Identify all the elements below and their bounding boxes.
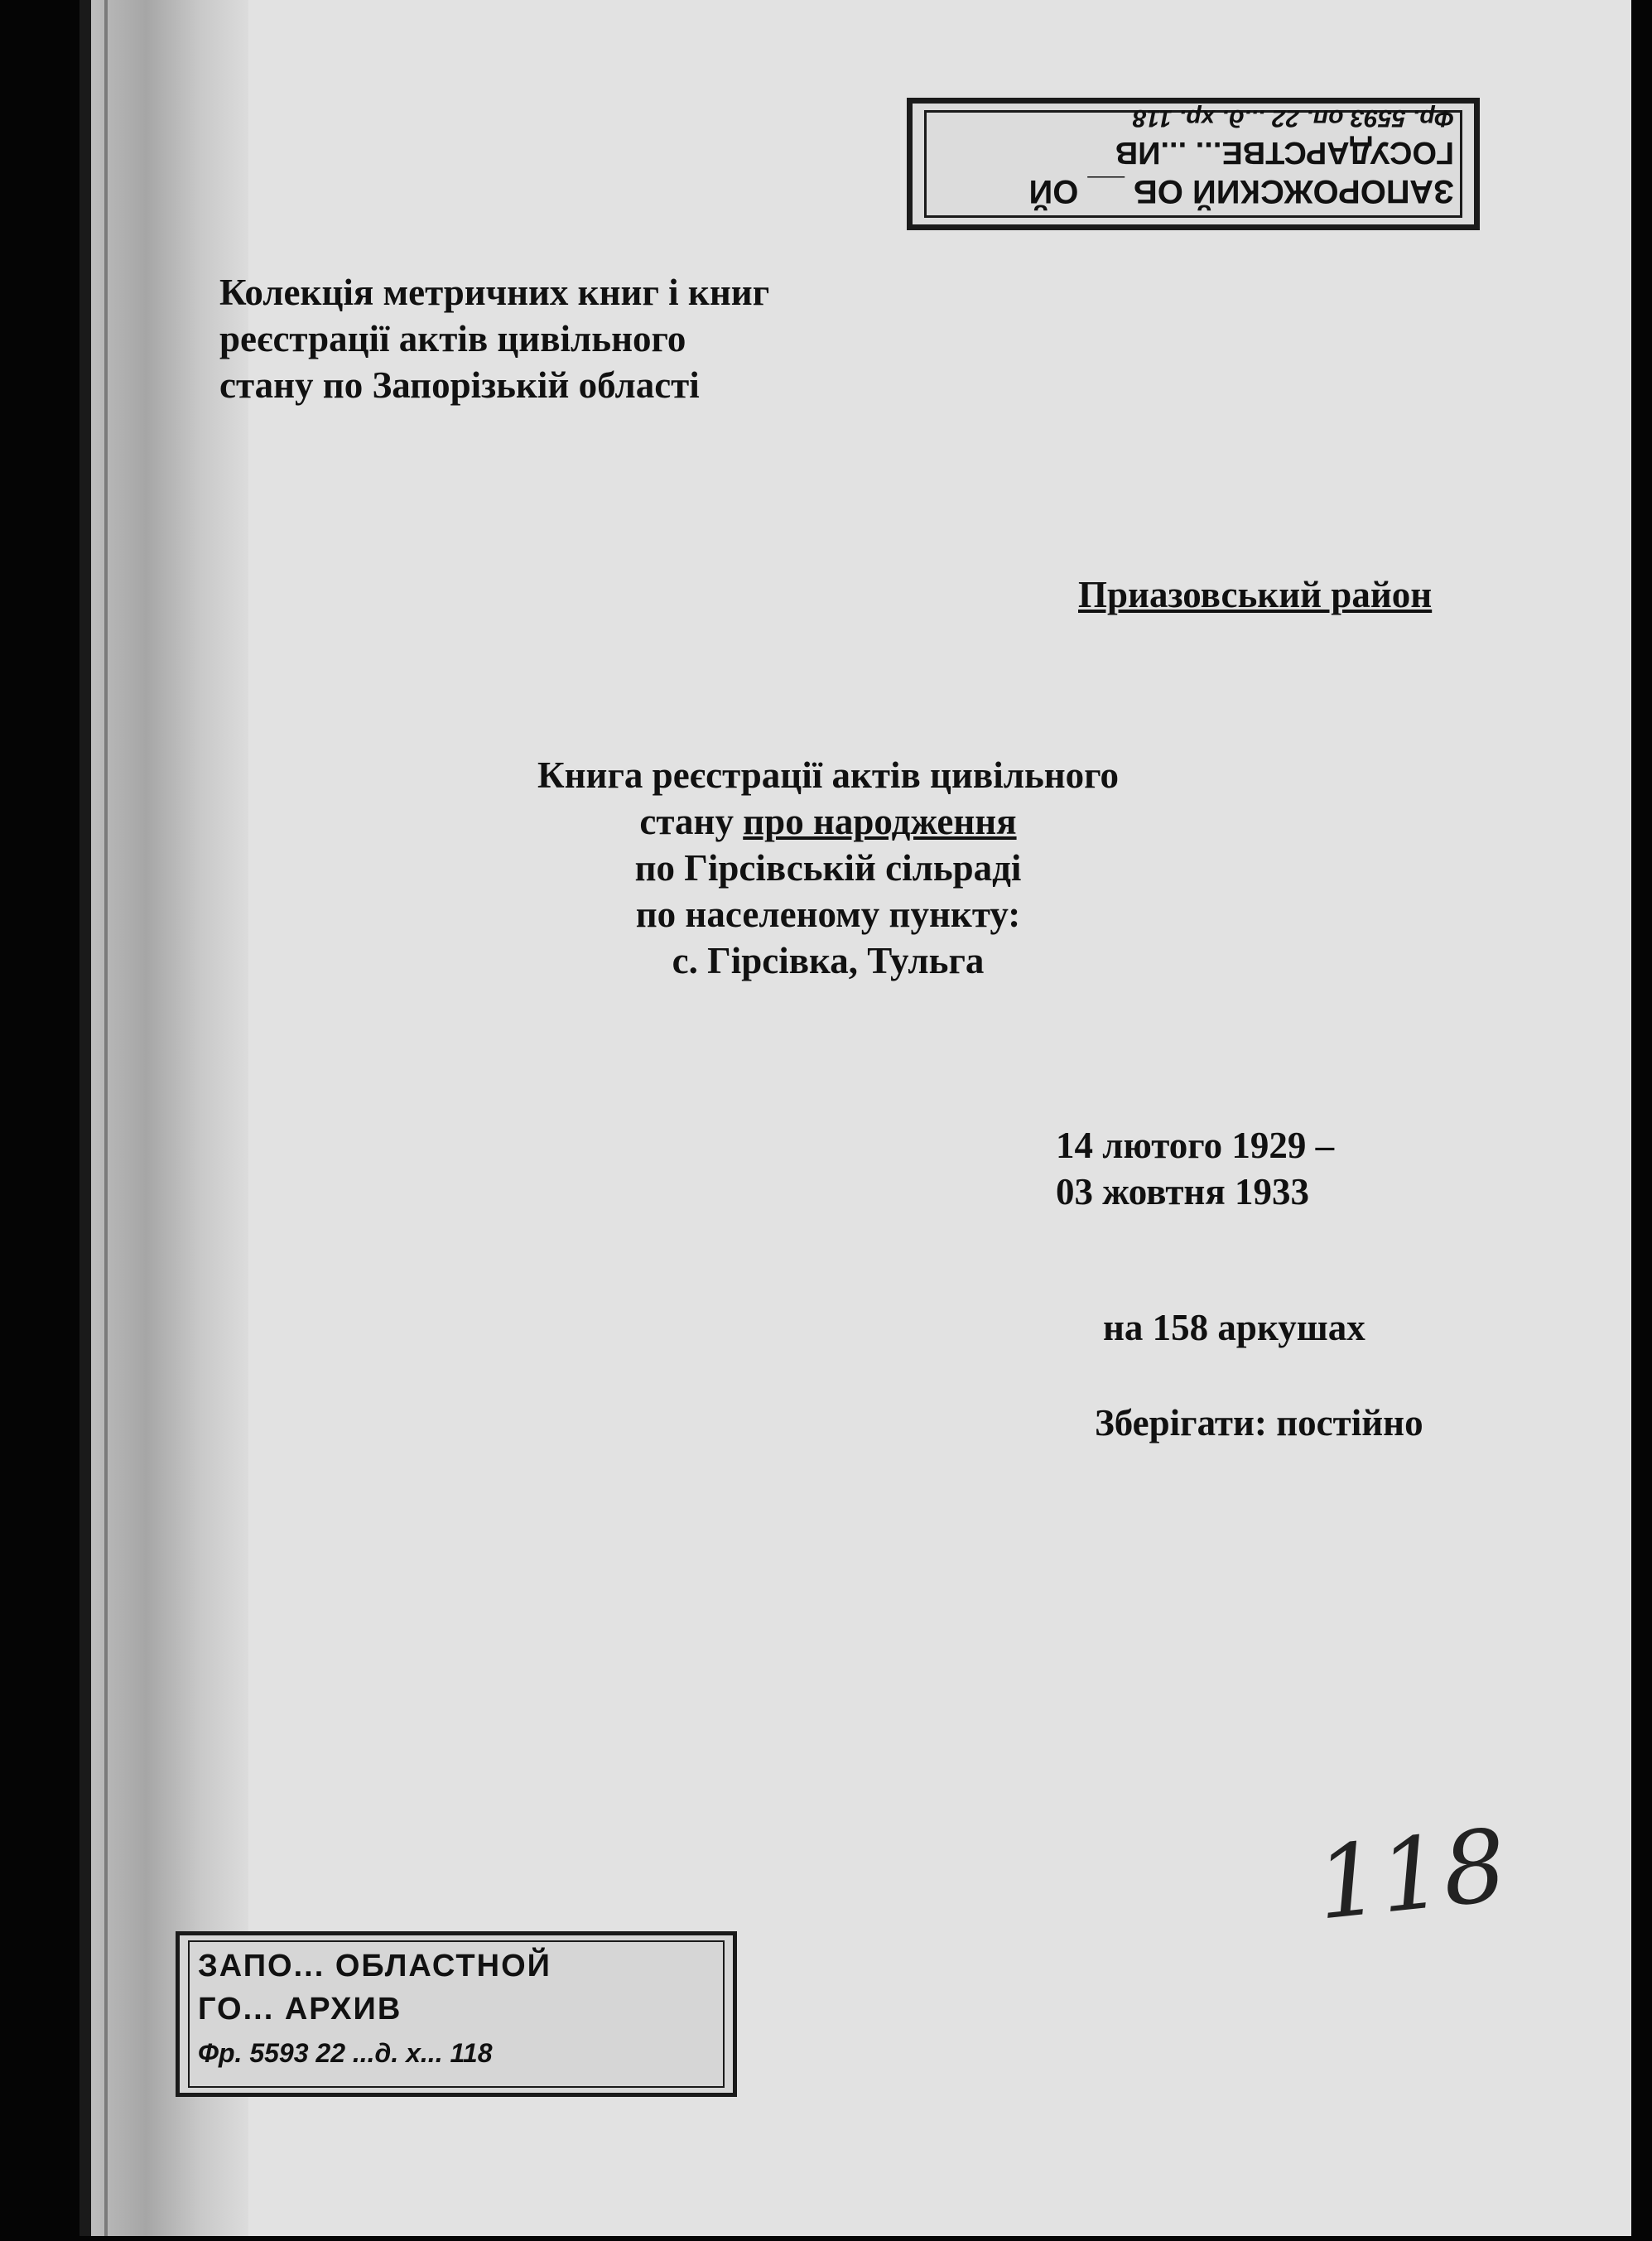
sheet-count: на 158 аркушах (1103, 1307, 1365, 1348)
stamp-bottom-line-2: ГО... АРХИВ (198, 1992, 402, 2027)
date-range (1056, 1122, 1334, 1215)
collection-line-2: реєстрації актів цивільного (219, 318, 686, 359)
collection-line-3: стану по Запорізькій області (219, 364, 700, 406)
book-line-5: с. Гірсівка, Тульга (672, 940, 985, 981)
retention-note: Зберігати: постійно (1095, 1402, 1423, 1443)
stamp-bottom-line-1: ЗАПО... ОБЛАСТНОЙ (198, 1949, 551, 1983)
archive-stamp-top (907, 98, 1480, 230)
stamp-top-line-3: Фр. 5593 оп. 22 ...д. хр. 118 (1132, 104, 1454, 132)
archive-stamp-bottom (176, 1931, 737, 2097)
binding-fold-line (104, 0, 108, 2236)
book-line-1: Книга реєстрації актів цивільного (537, 754, 1119, 796)
scan-right-edge (1631, 0, 1652, 2241)
scan-bottom-edge (0, 2236, 1652, 2241)
stamp-top-line-2: ГОСУДАРСТВЕ... ...ИВ (1115, 135, 1454, 170)
date-start: 14 лютого 1929 – (1056, 1125, 1335, 1166)
date-end: 03 жовтня 1933 (1056, 1171, 1309, 1212)
stamp-bottom-line-3: Фр. 5593 22 ...д. х... 118 (198, 2038, 493, 2068)
stamp-top-line-1: ЗАПОРОЖСКИЙ ОБ __ ОЙ (1028, 173, 1454, 210)
book-line-3: по Гірсівській сільраді (634, 847, 1022, 889)
book-line-4: по населеному пункту: (635, 894, 1021, 935)
book-line-2-prefix: стану (639, 801, 744, 842)
handwritten-page-number: 118 (1311, 1808, 1512, 1943)
book-line-2 (464, 798, 1192, 845)
book-title (464, 752, 1192, 984)
collection-title (219, 269, 965, 408)
collection-line-1: Колекція метричних книг і книг (219, 272, 770, 313)
district-name: Приазовський район (1078, 574, 1433, 615)
book-line-2-underlined: про народження (743, 801, 1017, 842)
